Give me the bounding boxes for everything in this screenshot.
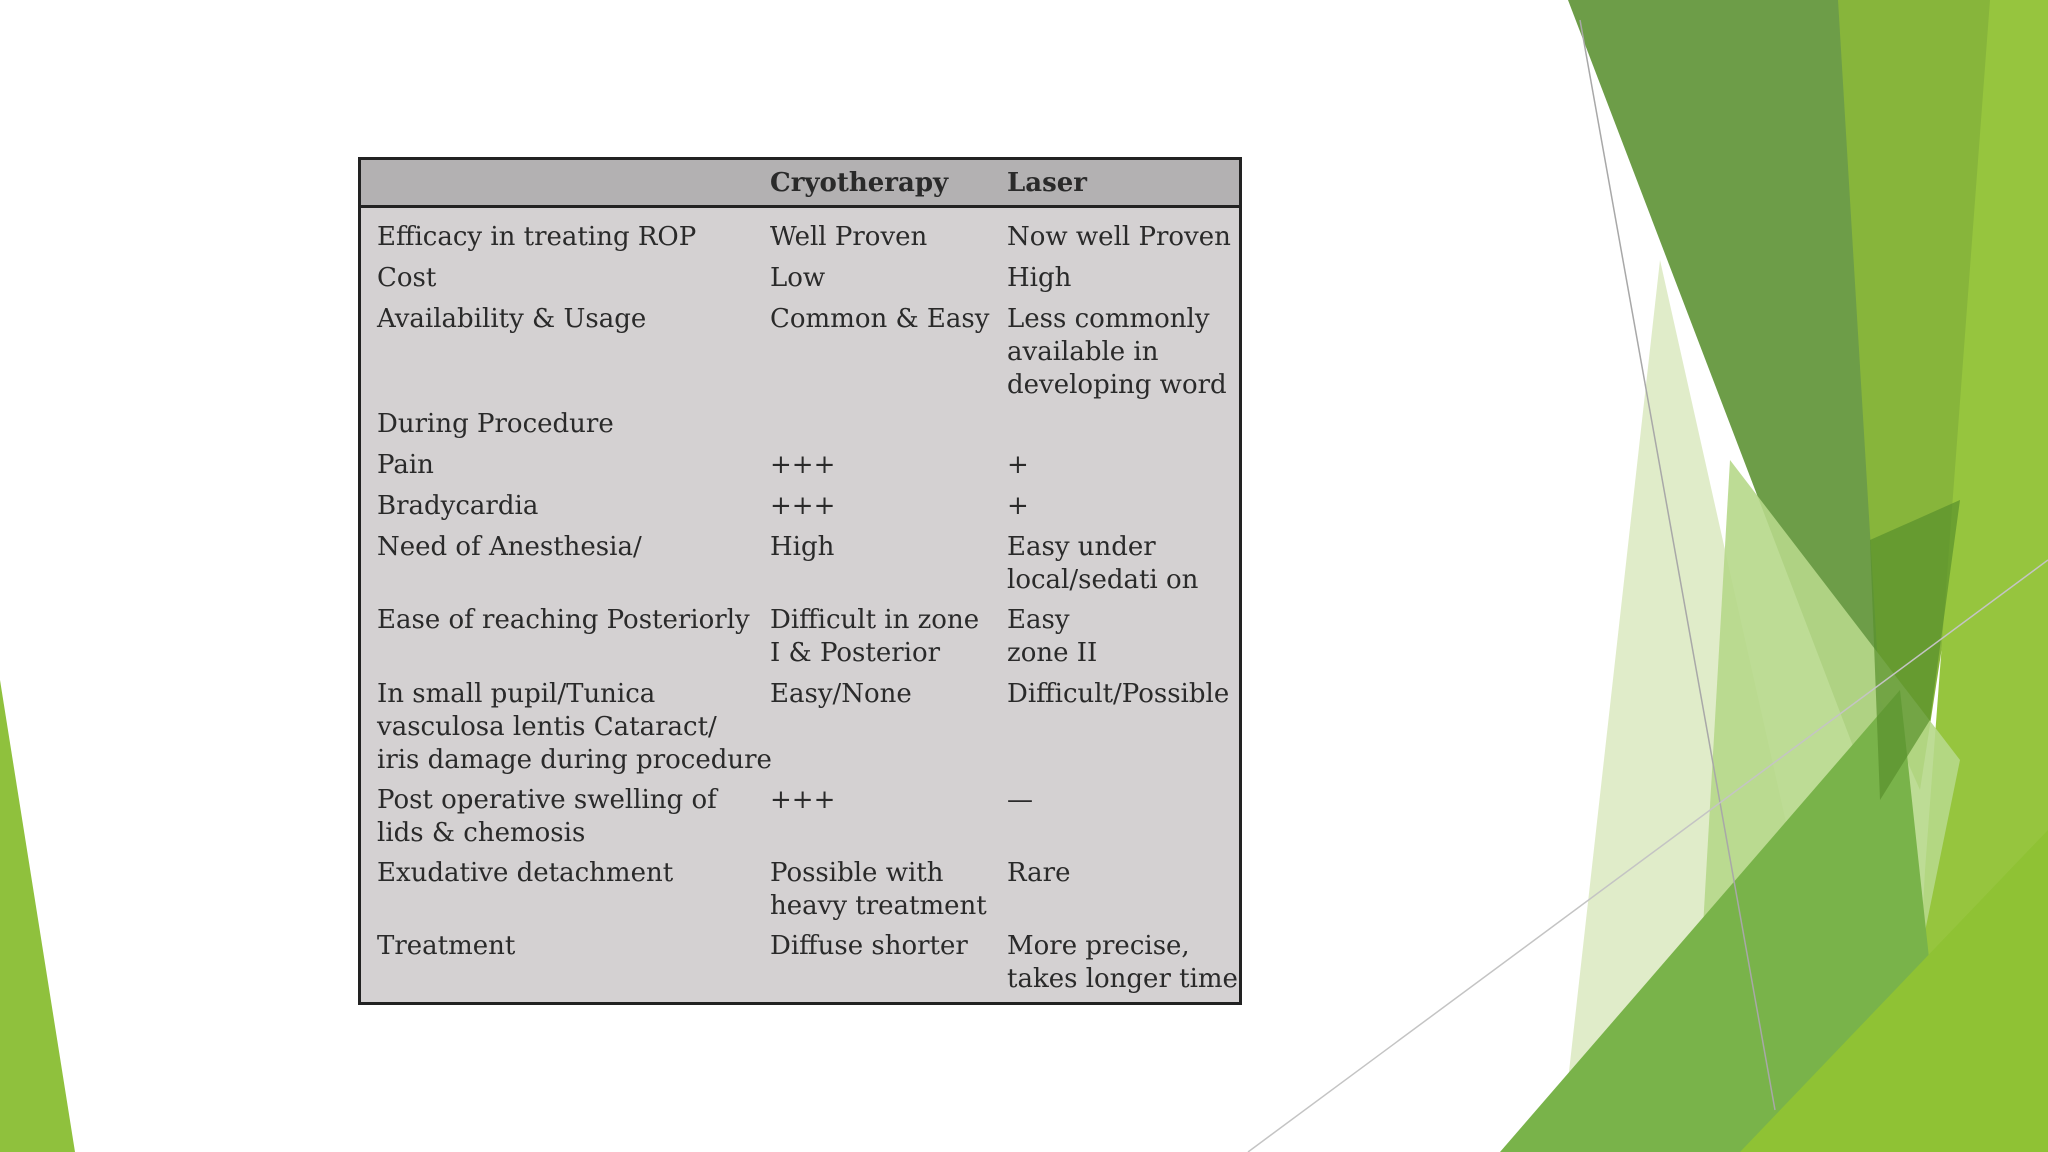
row-laser: Difficult/Possible	[1007, 679, 1230, 709]
row-laser: More precise, takes longer time	[1007, 931, 1238, 994]
row-cryotherapy: Common & Easy	[770, 304, 990, 334]
row-label: Need of Anesthesia/	[377, 532, 642, 562]
shard-left-edge	[0, 680, 75, 1152]
comparison-table	[358, 157, 1242, 1005]
row-label: Cost	[377, 263, 437, 293]
row-label: Post operative swelling of lids & chemosis	[377, 785, 717, 848]
row-laser: High	[1007, 263, 1072, 293]
row-cryotherapy: Well Proven	[770, 222, 928, 252]
row-cryotherapy: Difficult in zone I & Posterior	[770, 605, 980, 668]
row-laser: +	[1007, 450, 1029, 480]
row-cryotherapy: +++	[770, 491, 836, 521]
row-cryotherapy: +++	[770, 450, 836, 480]
row-laser: —	[1007, 785, 1033, 815]
table-header-laser: Laser	[1007, 168, 1088, 198]
row-label: In small pupil/Tunica vasculosa lentis Cataract/ iris damage during procedure	[377, 679, 772, 775]
row-laser: Easy zone II	[1007, 605, 1098, 668]
row-label: Ease of reaching Posteriorly	[377, 605, 750, 635]
row-cryotherapy: Diffuse shorter	[770, 931, 968, 961]
row-label: Bradycardia	[377, 491, 539, 521]
row-label: Pain	[377, 450, 434, 480]
row-cryotherapy: +++	[770, 785, 836, 815]
row-laser: Easy under local/sedati on	[1007, 532, 1199, 595]
row-laser: Less commonly available in developing word	[1007, 304, 1227, 400]
row-cryotherapy: Low	[770, 263, 826, 293]
table-header-row	[361, 160, 1239, 208]
row-laser: Now well Proven	[1007, 222, 1231, 252]
row-label: Treatment	[377, 931, 516, 961]
row-label: During Procedure	[377, 409, 614, 439]
row-laser: +	[1007, 491, 1029, 521]
row-label: Availability & Usage	[377, 304, 647, 334]
row-laser: Rare	[1007, 858, 1071, 888]
row-cryotherapy: Easy/None	[770, 679, 912, 709]
row-cryotherapy: Possible with heavy treatment	[770, 858, 987, 921]
row-cryotherapy: High	[770, 532, 835, 562]
row-label: Efficacy in treating ROP	[377, 222, 697, 252]
row-label: Exudative detachment	[377, 858, 674, 888]
table-header-cryotherapy: Cryotherapy	[770, 168, 949, 198]
